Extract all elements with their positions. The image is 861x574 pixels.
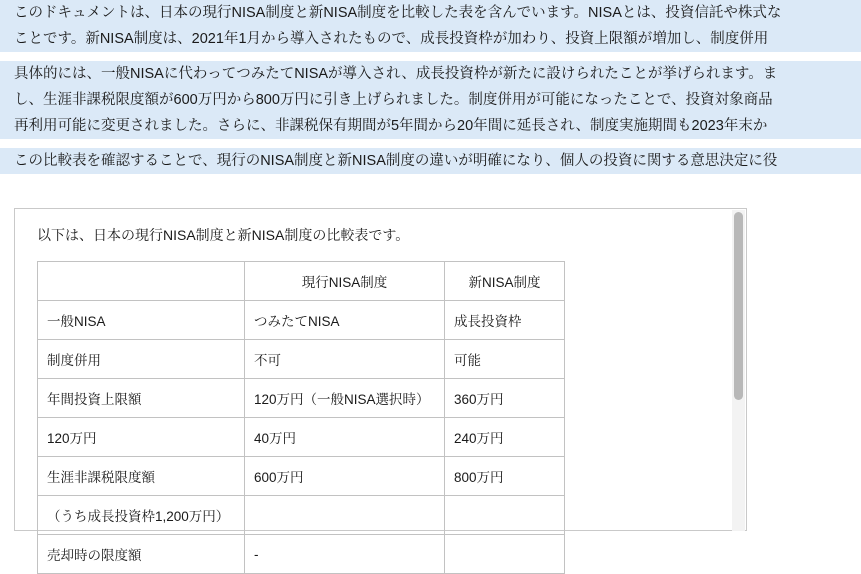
document-content: [15, 209, 746, 574]
table-row: [38, 301, 565, 340]
table-cell: 800万円: [445, 457, 565, 496]
table-cell: 生涯非課税限度額: [38, 457, 245, 496]
table-header-row: [38, 262, 565, 301]
table-cell: 年間投資上限額: [38, 379, 245, 418]
table-cell: 360万円: [445, 379, 565, 418]
table-cell: 一般NISA: [38, 301, 245, 340]
table-row: [38, 379, 565, 418]
table-cell: [445, 496, 565, 535]
table-cell: 600万円: [245, 457, 445, 496]
document-scrollbar-thumb[interactable]: [734, 212, 743, 400]
table-row: [38, 418, 565, 457]
explanation-spacer-1: [0, 52, 861, 61]
table-cell: 不可: [245, 340, 445, 379]
table-cell: 制度併用: [38, 340, 245, 379]
explanation-line-5: 再利用可能に変更されました。さらに、非課税保有期間が5年間から20年間に延長され、制度実施期間も2023年末か: [0, 113, 861, 139]
table-row: [38, 340, 565, 379]
table-cell: 売却時の限度額: [38, 535, 245, 574]
table-cell: 成長投資枠: [445, 301, 565, 340]
table-header-cell-0: [38, 262, 245, 301]
table-cell: [245, 496, 445, 535]
table-header-cell-2: 新NISA制度: [445, 262, 565, 301]
explanation-line-2: ことです。新NISA制度は、2021年1月から導入されたもので、成長投資枠が加わり、投資上限額が増加し、制度併用: [0, 26, 861, 52]
explanation-spacer-2: [0, 139, 861, 148]
table-cell: [445, 535, 565, 574]
table-row: [38, 496, 565, 535]
table-row: [38, 457, 565, 496]
explanation-line-1: このドキュメントは、日本の現行NISA制度と新NISA制度を比較した表を含んでいます。NISAとは、投資信託や株式な: [0, 0, 861, 26]
table-row: [38, 535, 565, 574]
document-intro: 以下は、日本の現行NISA制度と新NISA制度の比較表です。: [37, 227, 410, 243]
table-cell: 120万円（一般NISA選択時）: [245, 379, 445, 418]
explanation-block: [0, 0, 861, 174]
table-cell: 240万円: [445, 418, 565, 457]
table-cell: 120万円: [38, 418, 245, 457]
explanation-line-6: この比較表を確認することで、現行のNISA制度と新NISA制度の違いが明確になり、個人の投資に関する意思決定に役: [0, 148, 861, 174]
document-scrollbar[interactable]: [732, 210, 745, 531]
explanation-line-3: 具体的には、一般NISAに代わってつみたてNISAが導入され、成長投資枠が新たに設けられたことが挙げられます。ま: [0, 61, 861, 87]
table-cell: （うち成長投資枠1,200万円）: [38, 496, 245, 535]
explanation-line-4: し、生涯非課税限度額が600万円から800万円に引き上げられました。制度併用が可能になったことで、投資対象商品: [0, 87, 861, 113]
table-header-cell-1: 現行NISA制度: [245, 262, 445, 301]
document-card: [14, 208, 747, 563]
table-cell: 可能: [445, 340, 565, 379]
table-cell: -: [245, 535, 445, 574]
table-cell: つみたてNISA: [245, 301, 445, 340]
nisa-comparison-table: [37, 261, 565, 574]
table-cell: 40万円: [245, 418, 445, 457]
